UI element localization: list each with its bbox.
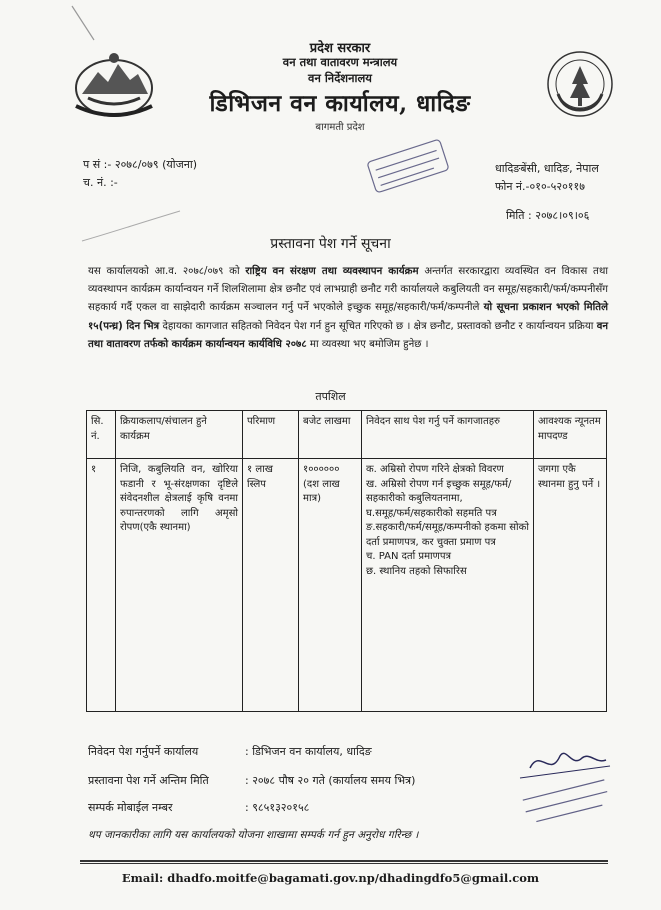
header-ministry: वन तथा वातावरण मन्त्रालय [282, 55, 398, 69]
document-item: क. अम्रिसो रोपण गरिने क्षेत्रको विवरण [366, 464, 504, 475]
notice-date: मिति : २०७८।०९।०६ [506, 209, 590, 222]
body-text-2: अन्तर्गत सरकारद्वारा व्यवस्थित वन विकास तथा व्यवस्थापन कार्यक्रम कार्यान्वयन गर्ने शिलशिलामा क्षेत्र छनौट एवं लाभग्राही छनौट गरी कार्यालयले कबुलियती वन समूह/सहकारी/फर्म/कम्पनीसँग सहकार्य गर्दै एकल वा साझेदारी कार्यक्रम सञ्चालन गर्नु पर्ने भएकोले इच्छुक समूह/सहकारी/फर्म/कम्पनीले [88, 266, 608, 314]
forest-logo-icon [544, 44, 616, 124]
header-office-name: डिभिजन वन कार्यालय, धादिङ [209, 90, 471, 117]
schedule-table [86, 410, 607, 712]
contact-mobile-label: सम्पर्क मोबाईल नम्बर [88, 801, 173, 814]
office-phone: फोन नं.-०१०-५२०११७ [495, 180, 585, 193]
body-text-4: मा व्यवस्था भए बमोजिम हुनेछ । [306, 338, 429, 350]
contact-mobile-value: : ९८५१३२०१५८ [245, 801, 310, 814]
cell-budget: १०००००० (दश लाख मात्र) [299, 459, 362, 712]
col-header-budget: बजेट लाखमा [299, 411, 362, 459]
deadline-value: : २०७८ पौष २० गते (कार्यालय समय भित्र) [245, 774, 416, 787]
col-header-sn: सि. नं. [87, 411, 116, 459]
body-bold-3: वन तथा वातावरण तर्फको कार्यक्रम कार्यान्वयन कार्यविधि २०७८ [88, 320, 609, 350]
col-header-activity: क्रियाकलाप/संचालन हुने कार्यक्रम [116, 411, 243, 459]
body-text-3: देहायका कागजात सहितको निवेदन पेश गर्न हुन सूचित गरिएको छ । क्षेत्र छनौट, प्रस्तावको छनौट र कार्यान्वयन प्रक्रिया [159, 320, 597, 332]
footer-divider-thin [80, 863, 608, 864]
office-stamp-icon [362, 138, 454, 194]
cell-sn: १ [87, 459, 116, 712]
notice-body [88, 263, 608, 354]
signature-stamp-icon [510, 738, 620, 828]
table-row [87, 459, 607, 712]
header-government: प्रदेश सरकार [309, 41, 371, 56]
document-item: च. PAN दर्ता प्रमाणपत्र [366, 551, 452, 562]
office-address: धादिङबेंसी, धादिङ, नेपाल [495, 162, 599, 175]
submission-office-label: निवेदन पेश गर्नुपर्ने कार्यालय [88, 745, 199, 758]
contact-note: थप जानकारीका लागि यस कार्यालयको योजना शाखामा सम्पर्क गर्न हुन अनुरोध गरिन्छ । [88, 829, 419, 841]
scan-artifact-mark [68, 4, 98, 44]
notice-subject: प्रस्तावना पेश गर्ने सूचना [270, 236, 391, 252]
body-bold-2: यो सूचना प्रकाशन भएको मितिले १५(पन्ध्र) दिन भित्र [88, 302, 608, 332]
col-header-quantity: परिमाण [243, 411, 299, 459]
cell-documents [362, 459, 534, 712]
document-item: ङ.सहकारी/फर्म/समूह/कम्पनीको हकमा सोको दर्ता प्रमाणपत्र, कर चुक्ता प्रमाण पत्र [366, 522, 529, 548]
document-item: घ.समूह/फर्म/सहकारीको सहमति पत्र [366, 507, 497, 519]
nepal-emblem-icon [68, 50, 160, 122]
reference-number: प सं :- २०७८/०७९ (योजना) [83, 158, 198, 171]
contact-email: Email: dhadfo.moitfe@bagamati.gov.np/dhadingdfo5@gmail.com [121, 871, 540, 885]
col-header-criteria: आवश्यक न्यूनतम मापदण्ड [534, 411, 607, 459]
submission-office-value: : डिभिजन वन कार्यालय, धादिङ [245, 745, 372, 758]
cell-criteria: जगगा एकै स्थानमा हुनु पर्ने । [534, 459, 607, 712]
cell-activity: निजि, कबुलियति वन, खोरिया फडानी र भू-संरक्षणका दृष्टिले संवेदनशील क्षेत्रलाई कृषि वनमा रुपान्तरणको लागि अमृसो रोपण(एकै स्थानमा) [116, 459, 243, 712]
footer-divider [80, 860, 608, 862]
header-province: बागमती प्रदेश [315, 122, 365, 133]
dispatch-number: च. नं. :- [83, 176, 118, 189]
body-text-1: यस कार्यालयको आ.व. २०७८/०७९ को [88, 266, 246, 277]
document-item: ख. अम्रिसो रोपण गर्न इच्छुक समूह/फर्म/सहकारीको कबुलियतनामा, [366, 478, 512, 504]
body-bold-1: राष्ट्रिय वन संरक्षण तथा व्यवस्थापन कार्यक्रम [245, 266, 419, 277]
document-item: छ. स्थानिय तहको सिफारिस [366, 565, 467, 577]
cell-quantity: १ लाख स्लिप [243, 459, 299, 712]
header-directorate: वन निर्देशनालय [308, 71, 372, 85]
table-header-row [87, 411, 607, 459]
deadline-label: प्रस्तावना पेश गर्ने अन्तिम मिति [88, 774, 209, 787]
schedule-caption: तपशिल [315, 390, 346, 403]
col-header-documents: निवेदन साथ पेश गर्नु पर्ने कागजातहरु [362, 411, 534, 459]
